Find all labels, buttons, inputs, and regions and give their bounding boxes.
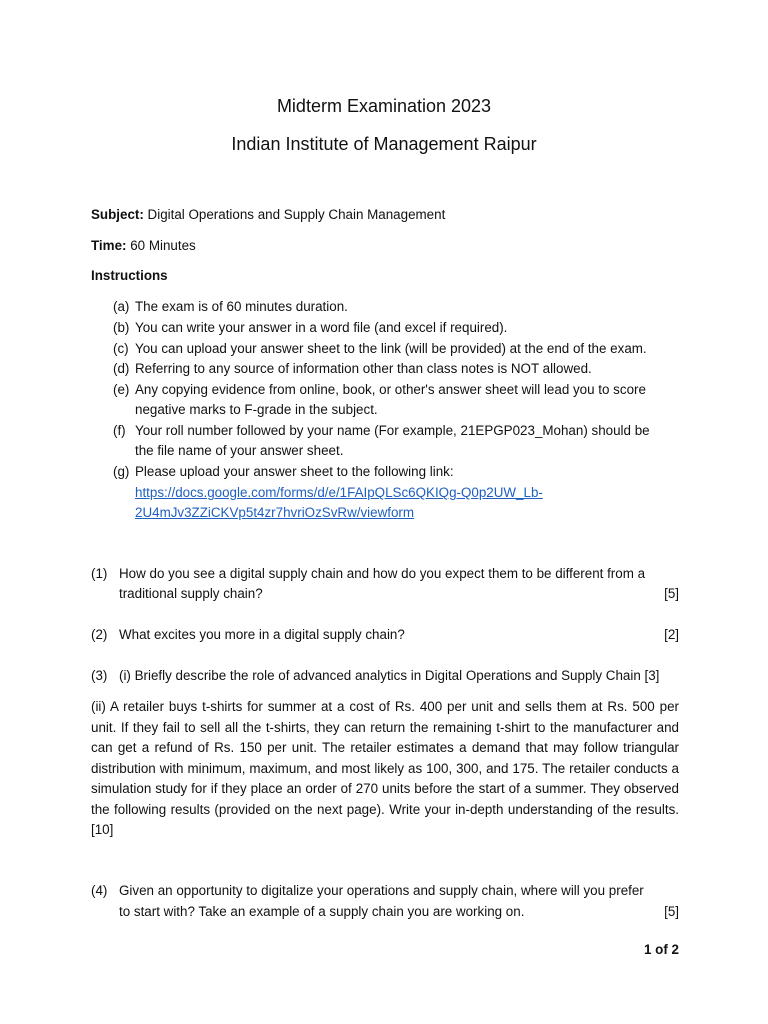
question-number: (4) [91, 883, 108, 898]
instruction-item [113, 462, 135, 482]
question-text: Given an opportunity to digitalize your operations and supply chain, where will you prefer [119, 883, 644, 898]
instruction-label: (f) [113, 423, 126, 438]
instruction-item [113, 380, 135, 400]
institute-name: Indian Institute of Management Raipur [231, 134, 537, 154]
upload-link-continued[interactable]: 2U4mJv3ZZiCKVp5t4zr7hvriOzSvRw/viewform [135, 505, 415, 520]
subject-label: Subject: [91, 207, 144, 222]
question-text: How do you see a digital supply chain and how do you expect them to be different from a [119, 566, 646, 581]
instruction-label: (d) [113, 361, 130, 376]
instruction-item [113, 297, 135, 317]
instruction-label: (c) [113, 341, 129, 356]
instruction-text: You can write your answer in a word file (and excel if required). [135, 320, 508, 335]
question-text: (i) Briefly describe the role of advanced analytics in Digital Operations and Supply Chain [3] [119, 668, 660, 683]
instruction-item [113, 339, 135, 359]
upload-link[interactable]: https://docs.google.com/forms/d/e/1FAIpQLSc6QKIQg-Q0p2UW_Lb- [135, 485, 543, 500]
page-number: 1 of 2 [644, 942, 679, 957]
question-marks: [5] [664, 904, 679, 919]
instruction-text: Please upload your answer sheet to the following link: [135, 464, 454, 479]
instructions-heading: Instructions [91, 268, 168, 283]
question-marks: [5] [664, 586, 679, 601]
question-number: (3) [91, 668, 108, 683]
time-label: Time: [91, 238, 127, 253]
instruction-label: (e) [113, 382, 130, 397]
instruction-item [113, 359, 135, 379]
question-text: What excites you more in a digital supply chain? [119, 627, 405, 642]
instruction-text: Your roll number followed by your name (For example, 21EPGP023_Mohan) should be [135, 423, 650, 438]
instruction-text: the file name of your answer sheet. [135, 443, 344, 458]
question-3-part-ii: (ii) A retailer buys t-shirts for summer at a cost of Rs. 400 per unit and sells them at Rs. 500 per unit. If they fail to sell all the t-shirts, they can return the remaining t-shirt to the manufacturer and can get a refund of Rs. 150 per unit. The retailer estimates a demand that may follow triangular distribution with minimum, maximum, and most likely as 100, 300, and 175. The retailer conducts a simulation study for if they place an order of 270 units before the start of a summer. They observed the following results (provided on the next page). Write your in-depth understanding of the results. [10] [91, 699, 679, 837]
instruction-item [113, 318, 135, 338]
instruction-text: Referring to any source of information other than class notes is NOT allowed. [135, 361, 592, 376]
question-marks: [2] [664, 627, 679, 642]
instruction-label: (a) [113, 299, 130, 314]
question-number: (2) [91, 627, 108, 642]
instruction-text: negative marks to F-grade in the subject. [135, 402, 378, 417]
instruction-label: (g) [113, 464, 130, 479]
subject-line [91, 205, 445, 225]
instruction-text: Any copying evidence from online, book, or other's answer sheet will lead you to score [135, 382, 646, 397]
instruction-item [113, 421, 135, 441]
instruction-text: You can upload your answer sheet to the link (will be provided) at the end of the exam. [135, 341, 647, 356]
exam-title: Midterm Examination 2023 [276, 96, 492, 116]
time-value: 60 Minutes [126, 238, 196, 253]
instruction-text: The exam is of 60 minutes duration. [135, 299, 348, 314]
time-line [91, 236, 196, 256]
question-text: to start with? Take an example of a supply chain you are working on. [119, 904, 525, 919]
question-text: traditional supply chain? [119, 586, 263, 601]
instruction-label: (b) [113, 320, 130, 335]
subject-value: Digital Operations and Supply Chain Management [143, 207, 446, 222]
question-number: (1) [91, 566, 108, 581]
